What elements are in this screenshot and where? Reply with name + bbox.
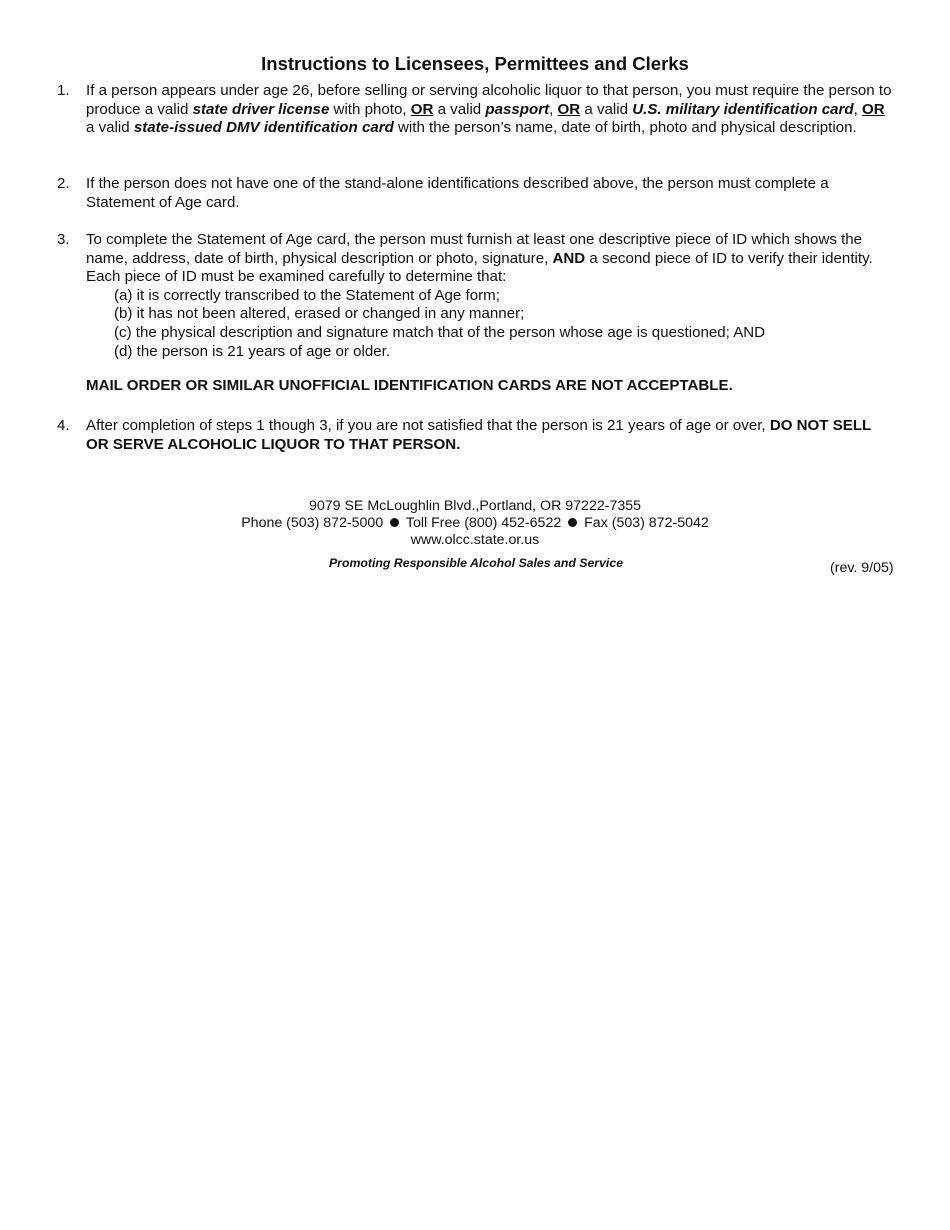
item-text: [86, 82, 897, 138]
item-number: 2.: [57, 175, 70, 192]
text-segment: ,: [549, 100, 558, 118]
instruction-item-4: [57, 417, 897, 454]
footer-toll-free: Toll Free (800) 452-6522: [405, 515, 562, 531]
state-driver-license-term: state driver license: [192, 100, 330, 118]
revision-date: (rev. 9/05): [830, 560, 894, 576]
instruction-item-1: [57, 82, 897, 138]
subitem-b: (b) it has not been altered, erased or changed in any manner;: [114, 305, 525, 323]
text-segment: a valid: [433, 100, 486, 118]
subitem-c: (c) the physical description and signature match that of the person whose age is questioned; AND: [114, 323, 766, 341]
text-segment: a second piece of ID to verify their identity. Each piece of ID must be examined carefully to determine that:: [86, 249, 873, 286]
footer-contact: [0, 515, 950, 532]
bullet-icon: [390, 518, 399, 527]
instruction-item-3: [57, 231, 897, 361]
text-segment: After completion of steps 1 though 3, if you are not satisfied that the person is 21 years of age or over,: [86, 417, 770, 434]
do-not-sell-emphasis: DO NOT SELL OR SERVE ALCOHOLIC LIQUOR TO THAT PERSON.: [86, 417, 872, 453]
item-number: 3.: [57, 231, 70, 248]
item-text: [86, 231, 897, 361]
text-segment: To complete the Statement of Age card, the person must furnish at least one descriptive piece of ID which shows the name, address, date of birth, physical description or photo, signature,: [86, 231, 863, 267]
page-title: Instructions to Licensees, Permittees and Clerks: [261, 53, 689, 74]
passport-term: passport: [485, 100, 550, 118]
mail-order-notice: MAIL ORDER OR SIMILAR UNOFFICIAL IDENTIFICATION CARDS ARE NOT ACCEPTABLE.: [86, 377, 733, 394]
subitem-d: (d) the person is 21 years of age or older.: [114, 342, 391, 360]
footer-website: www.olcc.state.or.us: [410, 532, 540, 548]
text-segment: with the person’s name, date of birth, photo and physical description.: [393, 119, 857, 137]
or-emphasis: OR: [557, 100, 581, 118]
item-number: 1.: [57, 82, 70, 99]
instruction-item-2: [57, 175, 897, 212]
text-segment: a valid: [580, 100, 633, 118]
text-segment: If a person appears under age 26, before selling or serving alcoholic liquor to that person, you must require the person to produce a valid: [86, 82, 892, 118]
item-number: 4.: [57, 417, 70, 434]
bullet-icon: [568, 518, 577, 527]
subitem-a: (a) it is correctly transcribed to the Statement of Age form;: [114, 286, 500, 304]
text-segment: a valid: [86, 119, 134, 137]
footer-fax: Fax (503) 872-5042: [584, 515, 709, 531]
dmv-id-term: state-issued DMV identification card: [133, 119, 394, 137]
text-segment: ,: [853, 100, 863, 118]
footer-tagline: Promoting Responsible Alcohol Sales and Service: [328, 556, 624, 570]
item-text: [86, 417, 897, 454]
footer-phone: Phone (503) 872-5000: [241, 515, 384, 531]
and-emphasis: AND: [552, 249, 586, 267]
item-text: If the person does not have one of the stand-alone identifications described above, the person must complete a Statement of Age card.: [86, 175, 829, 211]
or-emphasis: OR: [410, 100, 434, 118]
footer-address: 9079 SE McLoughlin Blvd.,Portland, OR 97222-7355: [308, 498, 642, 514]
or-emphasis: OR: [862, 100, 885, 118]
military-id-term: U.S. military identification card: [632, 100, 854, 118]
text-segment: with photo,: [329, 100, 411, 118]
